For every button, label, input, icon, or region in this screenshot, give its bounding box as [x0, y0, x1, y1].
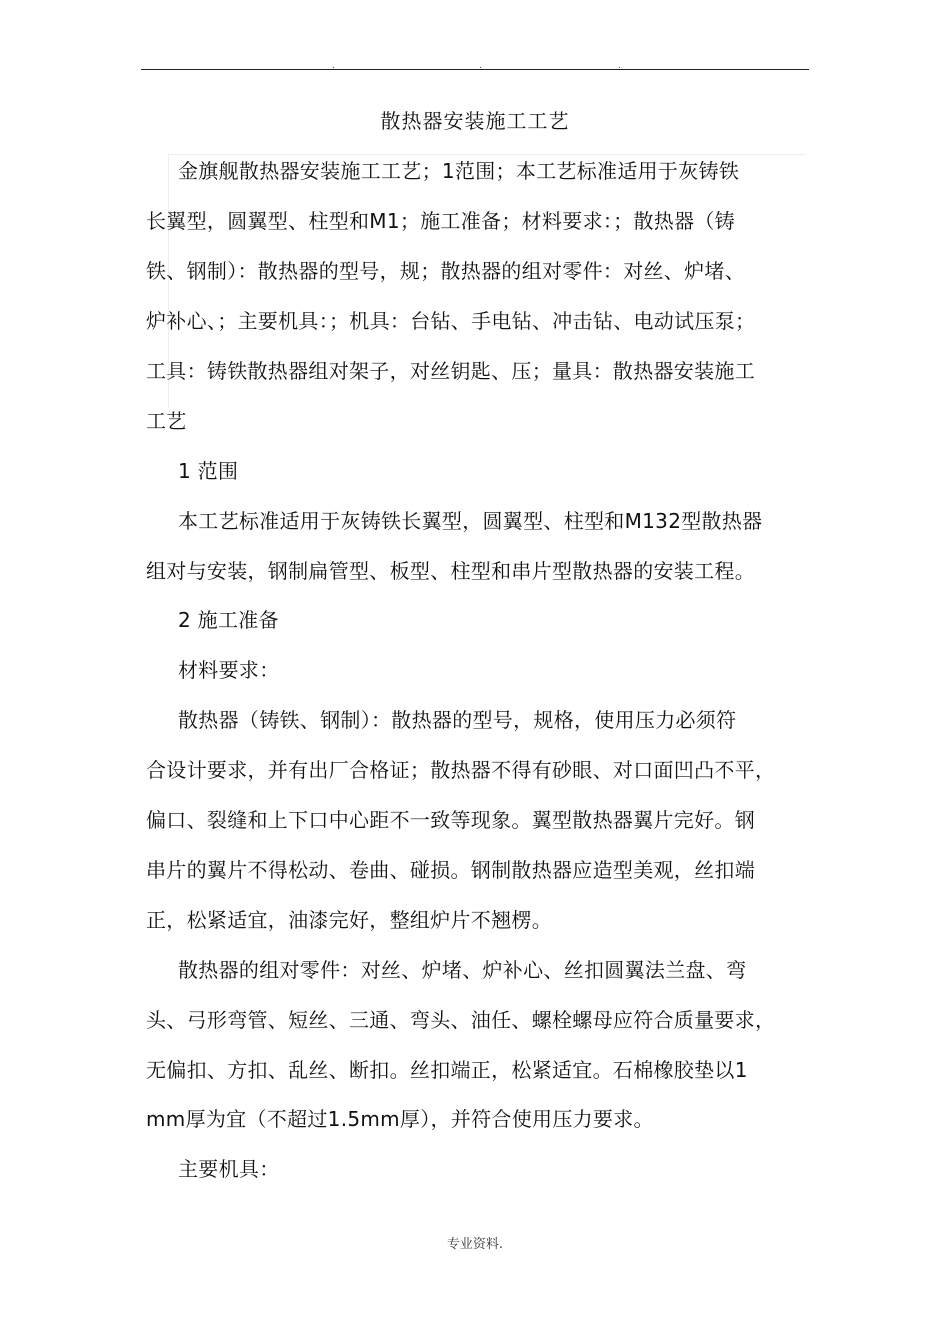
fittings-line: 无偏扣、方扣、乱丝、断扣。丝扣端正，松紧适宜。石棉橡胶垫以1	[146, 1058, 748, 1082]
document-title: 散热器安装施工工艺	[380, 109, 570, 133]
summary-line: 铁、钢制）：散热器的型号，规；散热器的组对零件：对丝、炉堵、	[146, 259, 745, 283]
materials-heading: 材料要求：	[178, 658, 280, 682]
header-dot: .	[479, 61, 482, 71]
materials-line: 散热器（铸铁、钢制）：散热器的型号，规格，使用压力必须符	[178, 708, 737, 732]
page-footer: 专业资料.	[446, 1237, 504, 1252]
section1-line: 组对与安装，钢制扁管型、板型、柱型和串片型散热器的安装工程。	[146, 559, 755, 583]
summary-line: 工具：铸铁散热器组对架子，对丝钥匙、压；量具：散热器安装施工	[146, 359, 755, 383]
header-dot: .	[618, 61, 621, 71]
materials-line: 偏口、裂缝和上下口中心距不一致等现象。翼型散热器翼片完好。钢	[146, 808, 755, 832]
section1-line: 本工艺标准适用于灰铸铁长翼型，圆翼型、柱型和M132型散热器	[178, 509, 763, 533]
summary-line: 炉补心、；主要机具：；机具：台钻、手电钻、冲击钻、电动试压泵；	[146, 309, 756, 333]
tools-heading: 主要机具：	[178, 1157, 280, 1181]
summary-line: 金旗舰散热器安装施工工艺；1范围；本工艺标准适用于灰铸铁	[178, 159, 740, 183]
materials-line: 正，松紧适宜，油漆完好，整组炉片不翘楞。	[146, 908, 552, 932]
summary-line: 长翼型，圆翼型、柱型和M1；施工准备；材料要求：；散热器（铸	[146, 209, 735, 233]
summary-line: 工艺	[146, 409, 187, 433]
section2-heading: 2 施工准备	[178, 608, 279, 632]
header-rule	[141, 69, 809, 70]
header-dot: .	[332, 61, 335, 71]
fittings-line: 散热器的组对零件：对丝、炉堵、炉补心、丝扣圆翼法兰盘、弯	[178, 958, 747, 982]
fittings-line: mm厚为宜（不超过1.5mm厚），并符合使用压力要求。	[146, 1107, 654, 1131]
section1-heading: 1 范围	[178, 459, 239, 483]
materials-line: 合设计要求，并有出厂合格证；散热器不得有砂眼、对口面凹凸不平，	[146, 758, 776, 782]
fittings-line: 头、弓形弯管、短丝、三通、弯头、油任、螺栓螺母应符合质量要求，	[146, 1008, 776, 1032]
materials-line: 串片的翼片不得松动、卷曲、碰损。钢制散热器应造型美观，丝扣端	[146, 858, 755, 882]
